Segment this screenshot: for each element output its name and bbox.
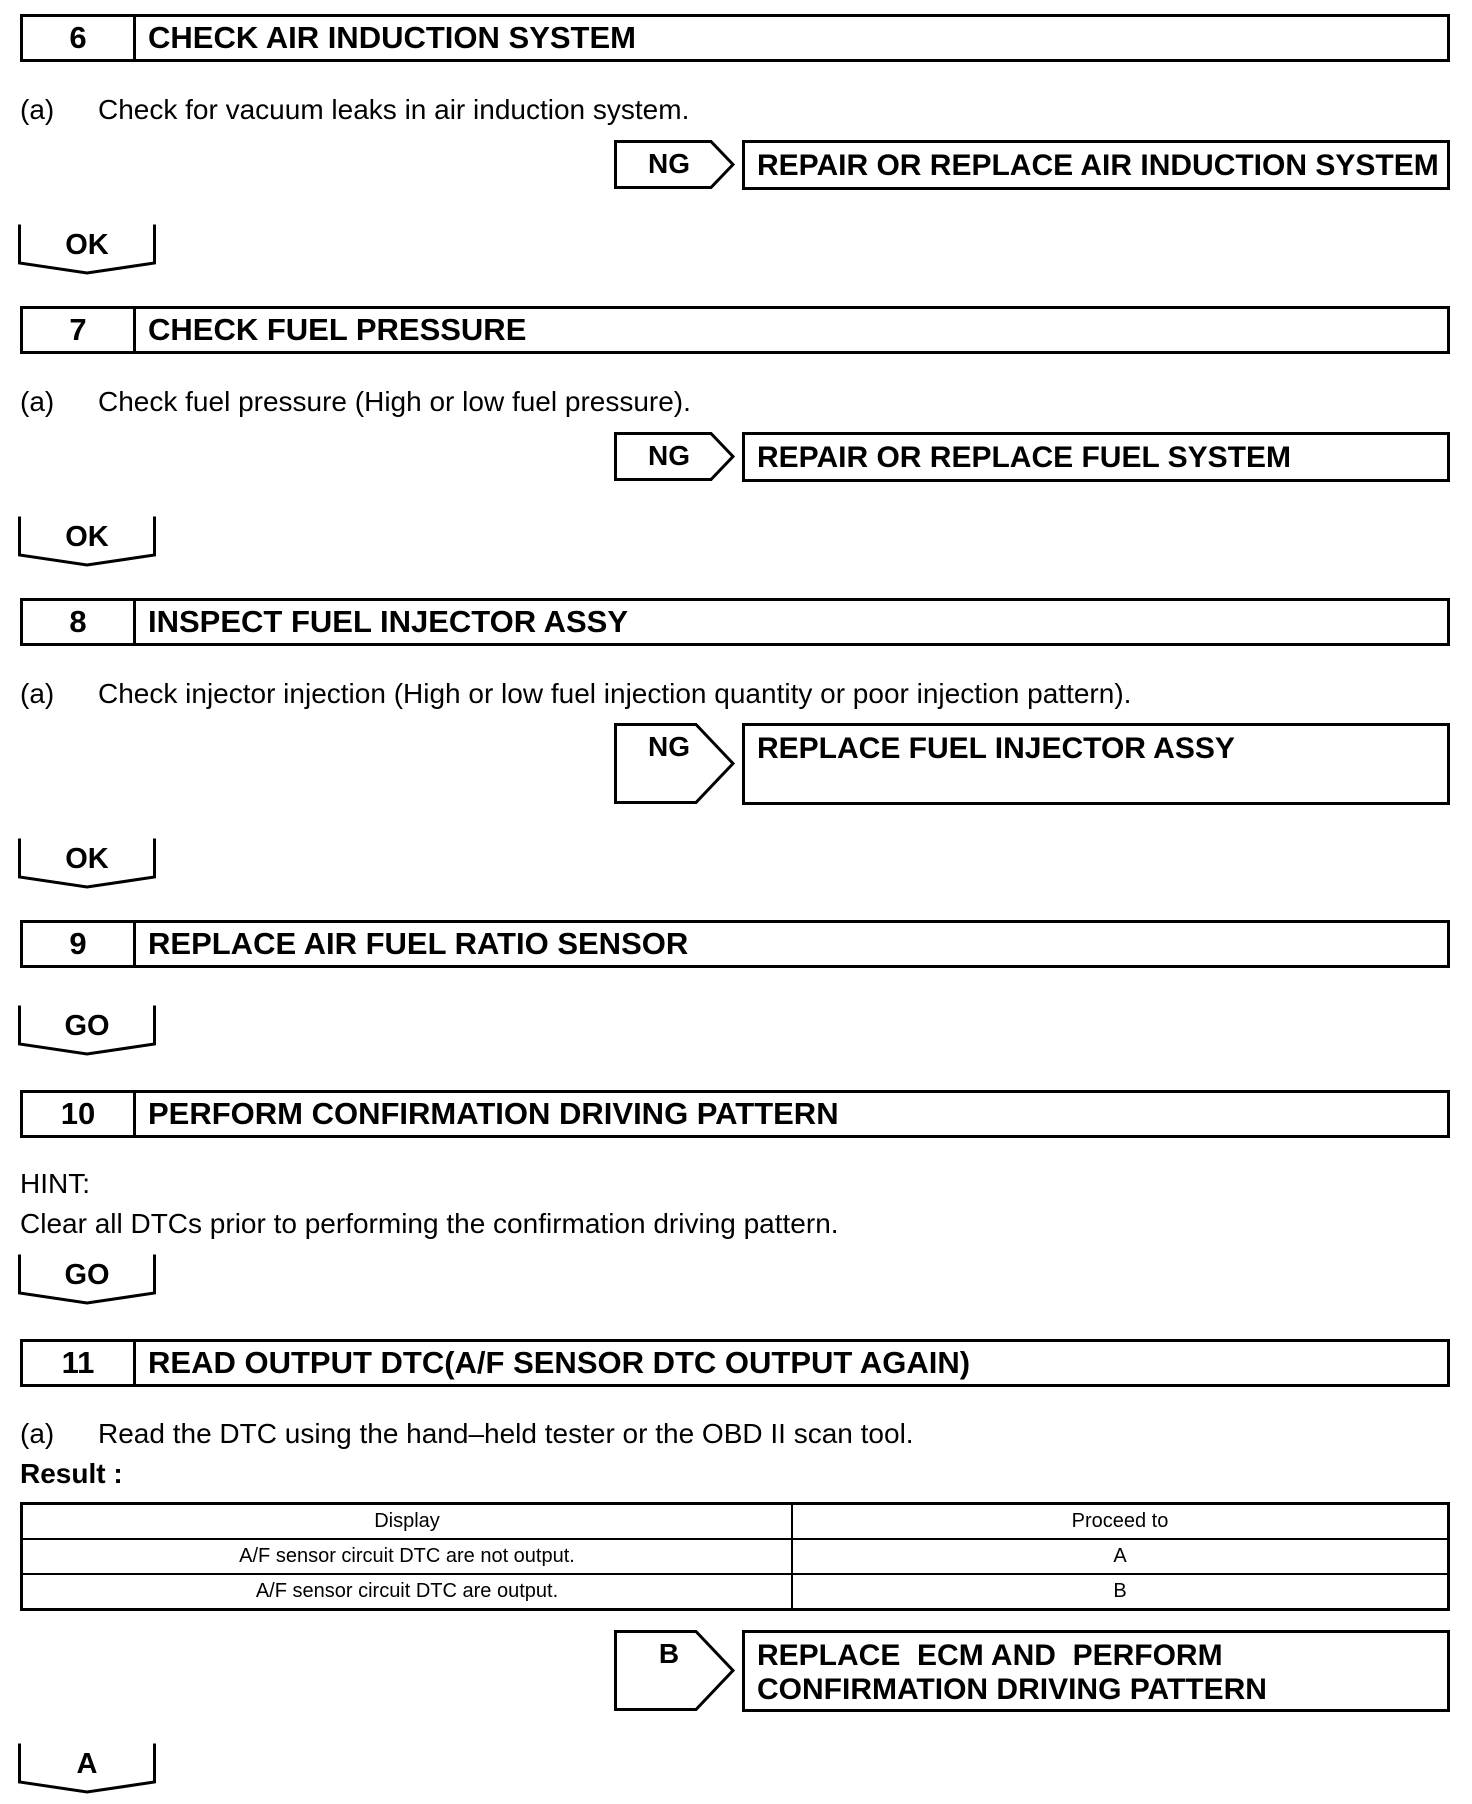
step-title: CHECK FUEL PRESSURE [148,312,527,347]
table-header-cell: Proceed to [792,1504,1449,1540]
go-flow-tag [18,1253,156,1305]
step-number: 11 [23,1342,136,1384]
ok-flow-tag [18,515,156,567]
step-7-header [20,306,1450,354]
step-number: 9 [23,923,136,965]
go-label: GO [64,1259,110,1291]
step-10-header [20,1090,1450,1138]
a-label: A [76,1748,98,1780]
step-11-header [20,1339,1450,1387]
b-result-box [742,1630,1450,1712]
ok-flow-tag [18,223,156,275]
step-8-header [20,598,1450,646]
instruction-text: Check for vacuum leaks in air induction system. [98,94,690,125]
instruction-text: Check fuel pressure (High or low fuel pressure). [98,386,691,417]
table-cell: A/F sensor circuit DTC are output. [22,1574,793,1610]
go-flow-tag [18,1004,156,1056]
ng-result-box: REPLACE FUEL INJECTOR ASSY [742,723,1450,805]
instruction-line [20,94,689,126]
table-cell: A/F sensor circuit DTC are not output. [22,1539,793,1574]
table-cell: A [792,1539,1449,1574]
instruction-line [20,386,691,418]
ok-flow-tag [18,837,156,889]
step-title: REPLACE AIR FUEL RATIO SENSOR [148,926,689,961]
hint-text: Clear all DTCs prior to performing the confirmation driving pattern. [20,1208,839,1239]
instruction-label: (a) [20,386,55,417]
instruction-text: Read the DTC using the hand–held tester or the OBD II scan tool. [98,1418,914,1449]
ng-result-box: REPAIR OR REPLACE FUEL SYSTEM [742,432,1450,482]
ok-label: OK [65,843,109,875]
step-number: 6 [23,17,136,59]
b-result-line-2: CONFIRMATION DRIVING PATTERN [757,1673,1267,1706]
go-label: GO [64,1010,110,1042]
step-9-header [20,920,1450,968]
table-row [22,1539,1449,1574]
step-number: 8 [23,601,136,643]
ng-result-box: REPAIR OR REPLACE AIR INDUCTION SYSTEM [742,140,1450,190]
instruction-line [20,1418,914,1450]
hint-label: HINT: [20,1168,90,1199]
instruction-label: (a) [20,94,55,125]
instruction-label: (a) [20,678,55,709]
step-title: PERFORM CONFIRMATION DRIVING PATTERN [148,1096,839,1131]
table-header-row [22,1504,1449,1540]
step-title: CHECK AIR INDUCTION SYSTEM [148,20,636,55]
result-label: Result : [20,1458,123,1489]
step-title: READ OUTPUT DTC(A/F SENSOR DTC OUTPUT AGAIN) [148,1345,971,1380]
ok-label: OK [65,521,109,553]
a-flow-tag [18,1742,156,1794]
table-row [22,1574,1449,1610]
ng-label: NG [648,731,690,762]
step-number: 7 [23,309,136,351]
ng-label: NG [648,148,690,179]
table-cell: B [792,1574,1449,1610]
b-result-line-1: REPLACE ECM AND PERFORM [757,1639,1223,1672]
step-6-header [20,14,1450,62]
step-number: 10 [23,1093,136,1135]
instruction-line [20,678,1131,710]
ng-label: NG [648,440,690,471]
step-title: INSPECT FUEL INJECTOR ASSY [148,604,629,639]
instruction-text: Check injector injection (High or low fuel injection quantity or poor injection pattern). [98,678,1132,709]
table-header-cell: Display [22,1504,793,1540]
result-table [20,1502,1450,1611]
ok-label: OK [65,229,109,261]
instruction-label: (a) [20,1418,55,1449]
b-label: B [658,1638,680,1669]
